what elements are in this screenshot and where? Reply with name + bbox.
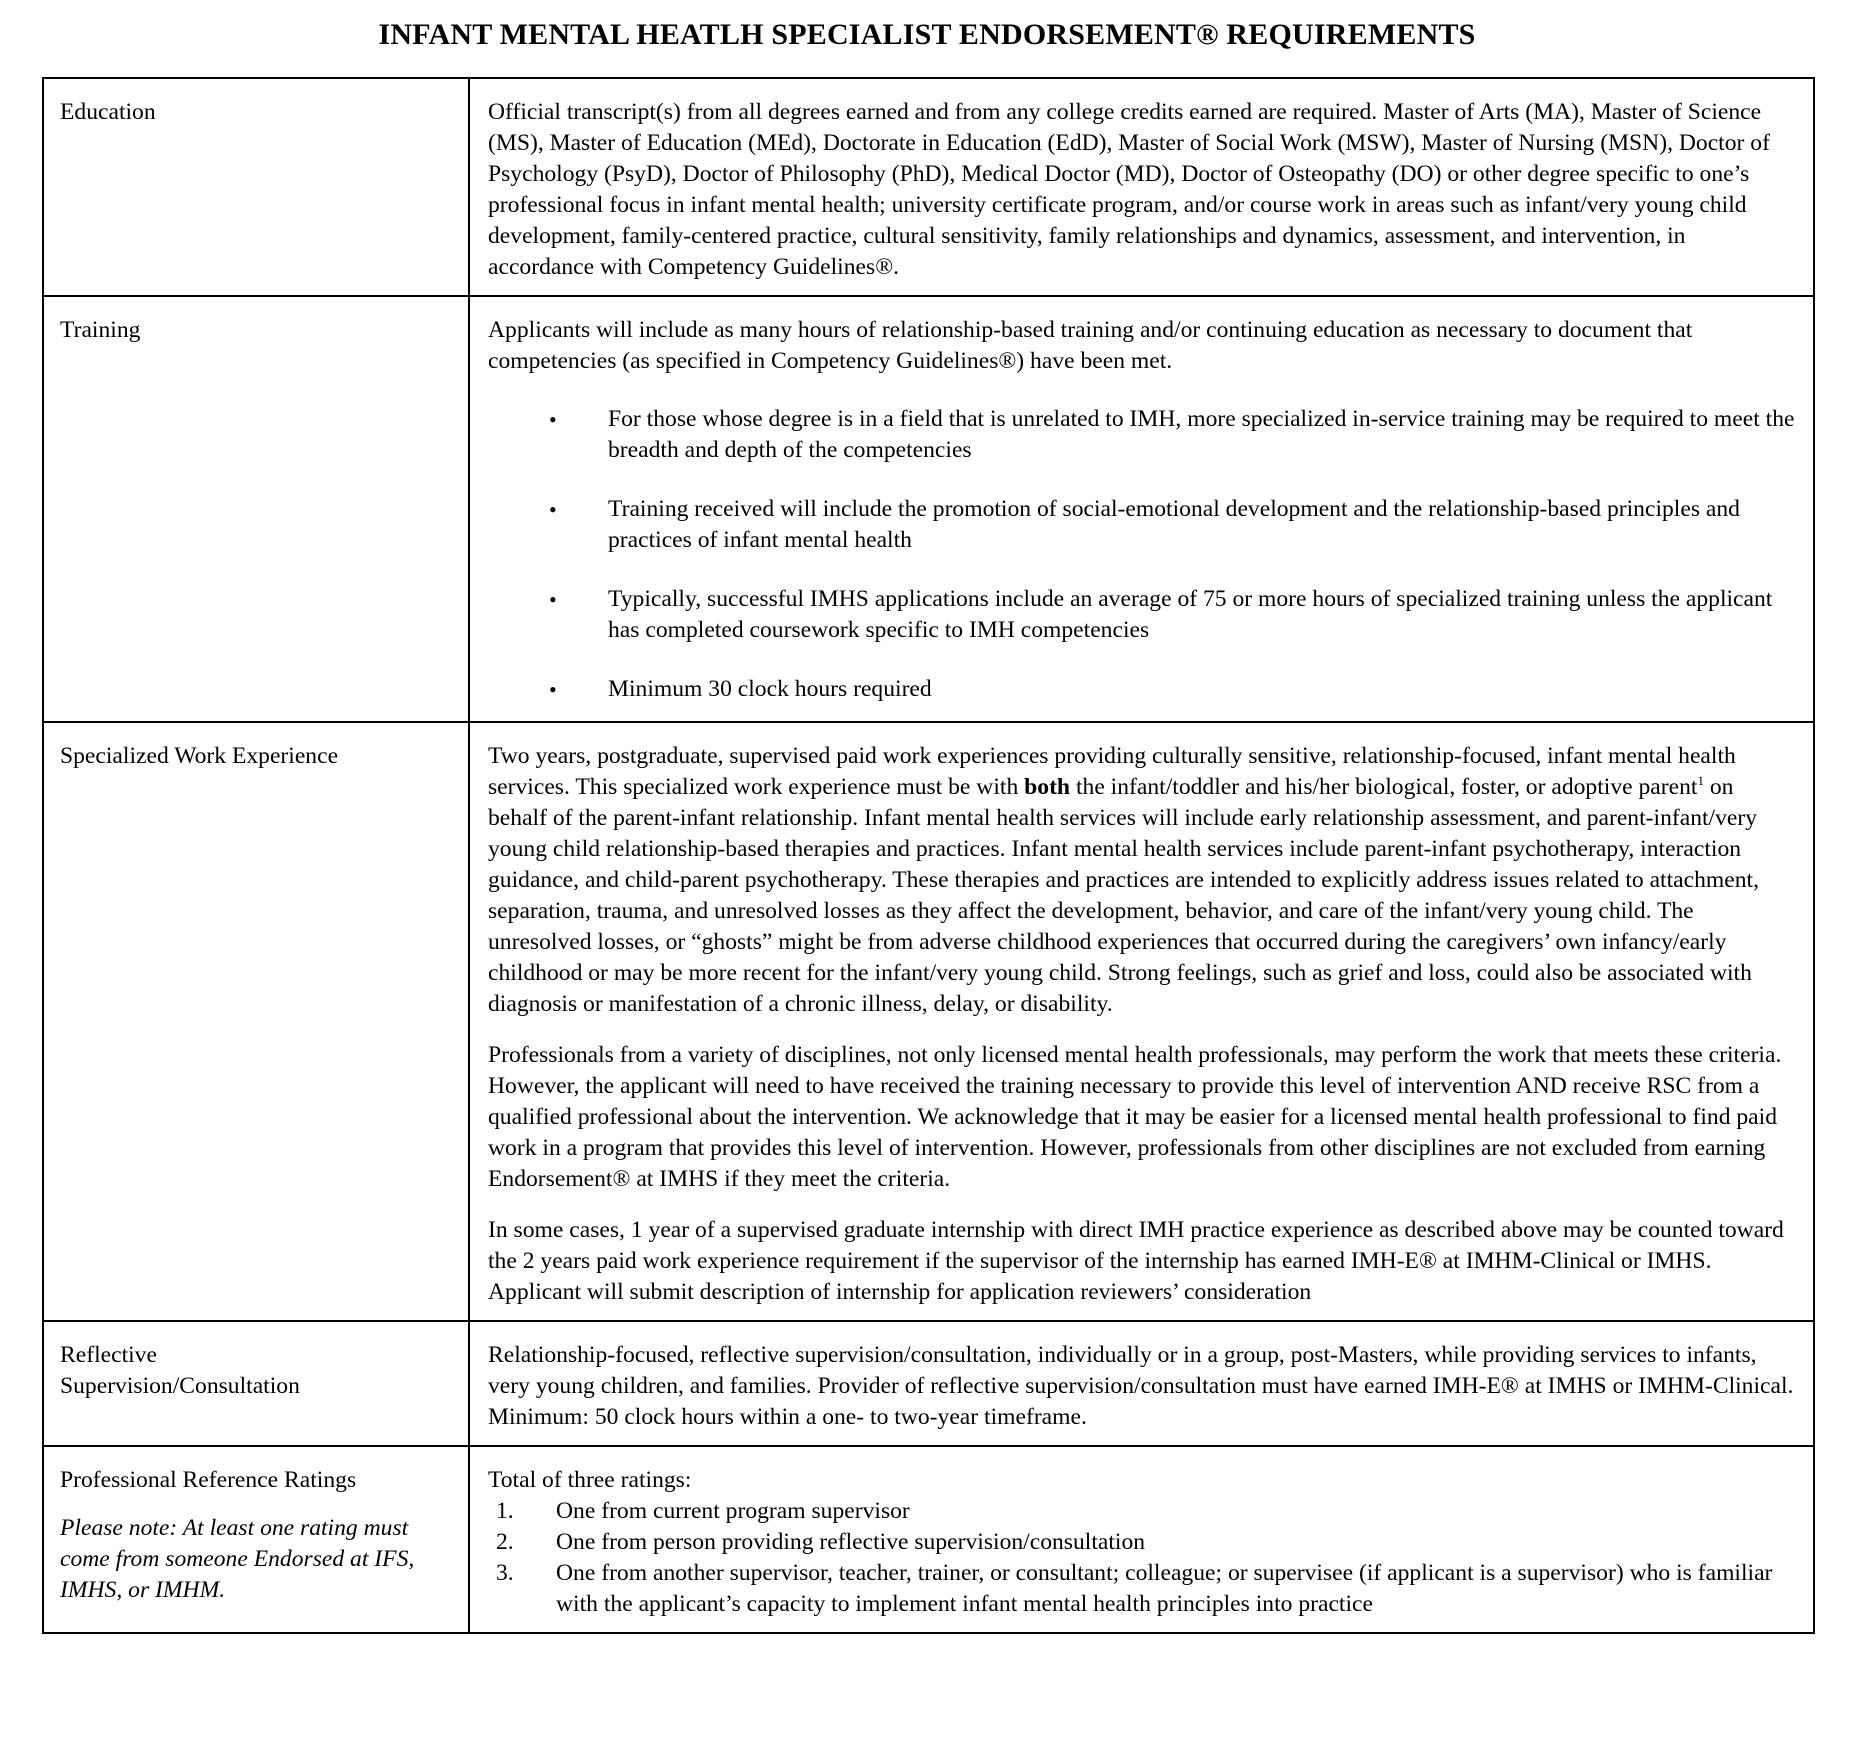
list-item (488, 674, 1795, 705)
references-numbered-list (488, 1496, 1795, 1620)
list-item (488, 494, 1795, 556)
reflective-text: Relationship-focused, reflective supervision/consultation, individually or in a group, post-Masters, while providing services to infants, very young children, and families. Provider of reflective supervision/consultation must have earned IMH-E® at IMHS or IMHM-Clinical. Minimum: 50 clock hours within a one- to two-year timeframe. (488, 1342, 1794, 1430)
list-number: 3. (496, 1560, 514, 1586)
bullet-icon: • (549, 587, 557, 612)
list-item (488, 584, 1795, 646)
table-row-training (43, 296, 1814, 722)
work-paragraph-2: Professionals from a variety of disciplines, not only licensed mental health professionals, may perform the work that meets these criteria. However, the applicant will need to have received the training necessary to provide this level of intervention AND receive RSC from a qualified professional about the intervention. We acknowledge that it may be easier for a licensed mental health professional to find paid work in a program that provides this level of intervention. However, professionals from other disciplines are not excluded from earning Endorsement® at IMHS if they meet the criteria. (488, 1042, 1782, 1192)
list-item (488, 1496, 1795, 1527)
list-number: 2. (496, 1529, 514, 1555)
work-p1-text-a: Two years, postgraduate, supervised paid work experiences providing culturally sensitive, relationship-focused, infant mental health services. This specialized work experience must be with (488, 743, 1736, 800)
bullet-icon: • (549, 677, 557, 702)
row-content-references (469, 1446, 1814, 1633)
work-paragraph-1 (488, 741, 1795, 1020)
list-item-text: One from current program supervisor (556, 1498, 910, 1524)
references-label: Professional Reference Ratings (60, 1467, 357, 1493)
bullet-text: Training received will include the promotion of social-emotional development and the relationship-based principles and practices of infant mental health (608, 496, 1740, 553)
list-item (488, 1527, 1795, 1558)
row-content-reflective (469, 1321, 1814, 1446)
list-item-text: One from person providing reflective supervision/consultation (556, 1529, 1146, 1555)
reflective-label-line-2: Supervision/Consultation (60, 1373, 300, 1399)
work-p1-bold-both: both (1024, 774, 1071, 800)
list-item (488, 1558, 1795, 1620)
footnote-marker: 1 (1697, 773, 1704, 789)
row-content-education (469, 78, 1814, 296)
row-label-references (43, 1446, 469, 1633)
education-text: Official transcript(s) from all degrees earned and from any college credits earned are required. Master of Arts (MA), Master of Science (MS), Master of Education (MEd), Doctorate in Education (EdD), Master of Social Work (MSW), Master of Nursing (MSN), Doctor of Psychology (PsyD), Doctor of Philosophy (PhD), Medical Doctor (MD), Doctor of Osteopathy (DO) or other degree specific to one’s professional focus in infant mental health; university certificate program, and/or course work in areas such as infant/very young child development, family-centered practice, cultural sensitivity, family relationships and dynamics, assessment, and intervention, in accordance with Competency Guidelines®. (488, 99, 1770, 280)
row-label-work-experience: Specialized Work Experience (43, 722, 469, 1321)
list-item-text: One from another supervisor, teacher, trainer, or consultant; colleague; or supervisee (if applicant is a supervisor) who is familiar with the applicant’s capacity to implement infant mental health principles into practice (556, 1560, 1773, 1617)
work-p1-text-c: on behalf of the parent-infant relationship. Infant mental health services will include early relationship assessment, and parent-infant/very young child relationship-based therapies and practices. Infant mental health services include parent-infant psychotherapy, interaction guidance, and child-parent psychotherapy. These therapies and practices are intended to explicitly address issues related to attachment, separation, trauma, and unresolved losses as they affect the development, behavior, and care of the infant/very young child. The unresolved losses, or “ghosts” might be from adverse childhood experiences that occurred during the caregivers’ own infancy/early childhood or may be more recent for the infant/very young child. Strong feelings, such as grief and loss, could also be associated with diagnosis or manifestation of a chronic illness, delay, or disability. (488, 774, 1759, 1017)
page-title: INFANT MENTAL HEATLH SPECIALIST ENDORSEMENT® REQUIREMENTS (378, 18, 1476, 51)
row-content-training (469, 296, 1814, 722)
training-bullet-list (488, 404, 1795, 705)
bullet-text: Typically, successful IMHS applications include an average of 75 or more hours of specialized training unless the applicant has completed coursework specific to IMH competencies (608, 586, 1773, 643)
requirements-table (42, 77, 1815, 1634)
table-row-education (43, 78, 1814, 296)
bullet-text: Minimum 30 clock hours required (608, 676, 932, 702)
reflective-label-line-1: Reflective (60, 1342, 157, 1368)
training-intro: Applicants will include as many hours of relationship-based training and/or continuing education as necessary to document that competencies (as specified in Competency Guidelines®) have been met. (488, 317, 1693, 374)
table-row-references (43, 1446, 1814, 1633)
list-item (488, 404, 1795, 466)
references-note: Please note: At least one rating must come from someone Endorsed at IFS, IMHS, or IMHM. (60, 1515, 415, 1603)
table-row-work-experience (43, 722, 1814, 1321)
list-number: 1. (496, 1498, 514, 1524)
bullet-text: For those whose degree is in a field that is unrelated to IMH, more specialized in-service training may be required to meet the breadth and depth of the competencies (608, 406, 1795, 463)
row-label-reflective (43, 1321, 469, 1446)
bullet-icon: • (549, 497, 557, 522)
work-p1-text-b: the infant/toddler and his/her biological, foster, or adoptive parent (1070, 774, 1698, 800)
row-label-training: Training (43, 296, 469, 722)
references-intro: Total of three ratings: (488, 1467, 692, 1493)
row-content-work-experience (469, 722, 1814, 1321)
bullet-icon: • (549, 407, 557, 432)
work-paragraph-3: In some cases, 1 year of a supervised graduate internship with direct IMH practice experience as described above may be counted toward the 2 years paid work experience requirement if the supervisor of the internship has earned IMH-E® at IMHM-Clinical or IMHS. Applicant will submit description of internship for application reviewers’ consideration (488, 1217, 1784, 1305)
table-row-reflective (43, 1321, 1814, 1446)
row-label-education: Education (43, 78, 469, 296)
